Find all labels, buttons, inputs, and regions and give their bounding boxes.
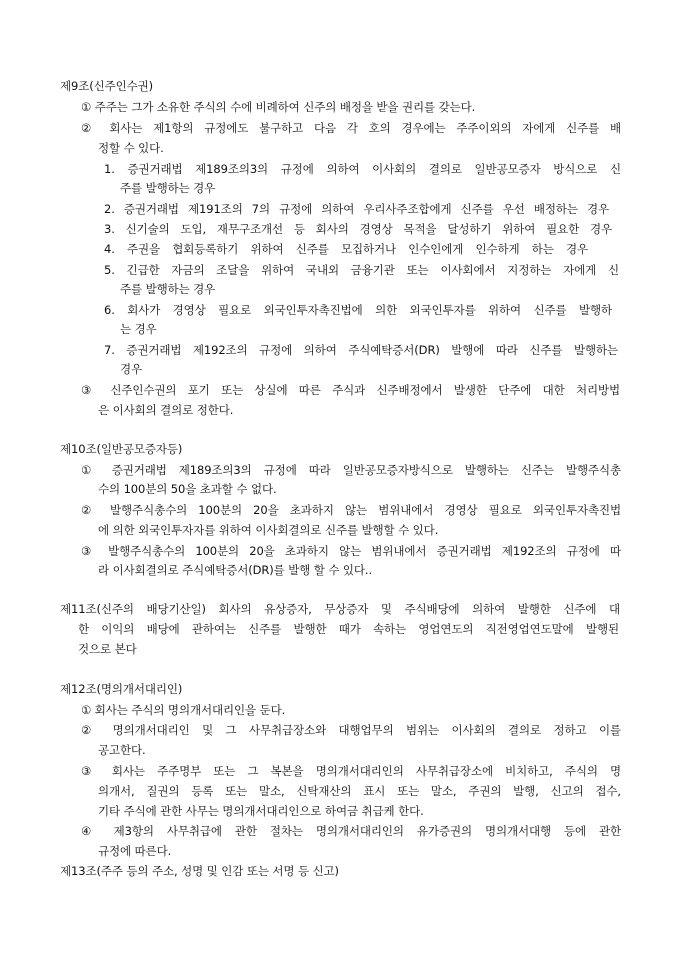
text-line: ① 증권거래법 제189조의3의 규정에 따라 일반공모증자방식으로 발행하는 신주는 발행주식총 (81, 463, 621, 477)
article-heading: 제13조(주주 등의 주소, 성명 및 인감 또는 서명 등 신고) (60, 864, 339, 878)
text-line: ① 주주는 그가 소유한 주식의 수에 비례하여 신주의 배정을 받을 권리를 갖는다. (81, 100, 476, 114)
text-line: 에 의한 외국인투자자를 위하여 이사회결의로 신주를 발행할 수 있다. (98, 523, 439, 537)
text-line: ① 회사는 주식의 명의개서대리인을 둔다. (81, 703, 286, 717)
text-line: ④ 제3항의 사무취급에 관한 절차는 명의개서대리인의 유가증권의 명의개서대행 등에 관한 (81, 824, 621, 838)
text-line: ③ 발행주식총수의 100분의 20을 초과하지 않는 범위내에서 증권거래법 제192조의 규정에 따 (81, 544, 621, 558)
text-line: 한 이익의 배당에 관하여는 신주를 발행한 때가 속하는 영업연도의 직전영업연도말에 발행된 (78, 622, 619, 636)
text-line: 기타 주식에 관한 사무는 명의개서대리인으로 하여금 취급케 한다. (98, 804, 424, 818)
article-heading: 제10조(일반공모증자등) (60, 442, 183, 456)
text-line: ② 회사는 제1항의 규정에도 불구하고 다음 각 호의 경우에는 주주이외의 자에게 신주를 배 (81, 121, 621, 135)
text-line: 주를 발행하는 경우 (120, 181, 216, 195)
text-line: 공고한다. (98, 743, 146, 757)
text-line: 6. 회사가 경영상 필요로 외국인투자촉진법에 의한 외국인투자를 위하여 신주를 발행하 (104, 303, 612, 317)
article-heading: 제9조(신주인수권) (60, 79, 154, 93)
text-line: 규정에 따른다. (98, 844, 172, 858)
text-line: 주를 발행하는 경우 (120, 282, 216, 296)
text-line: 4. 주권을 협회등록하기 위하여 신주를 모집하거나 인수인에게 인수하게 하는 경우 (104, 242, 588, 256)
text-line: 는 경우 (120, 322, 157, 336)
text-line: ② 발행주식총수의 100분의 20을 초과하지 않는 범위내에서 경영상 필요로 외국인투자촉진법 (81, 503, 621, 517)
article-heading: 제11조(신주의 배당기산일) 회사의 유상증자, 무상증자 및 주식배당에 의하여 발행한 신주에 대 (60, 602, 620, 616)
text-line: 경우 (120, 362, 143, 376)
text-line: 은 이사회의 결의로 정한다. (98, 403, 234, 417)
text-line: 수의 100분의 50을 초과할 수 없다. (98, 482, 277, 496)
text-line: 의개서, 질권의 등록 또는 말소, 신탁재산의 표시 또는 말소, 주권의 발행, 신고의 접수, (98, 784, 621, 798)
text-line: 5. 긴급한 자금의 조달을 위하여 국내외 금융기관 또는 이사회에서 지정하는 자에게 신 (104, 263, 619, 277)
article-heading: 제12조(명의개서대리인) (60, 682, 183, 696)
text-line: 것으로 본다 (78, 642, 137, 656)
text-line: ② 명의개서대리인 및 그 사무취급장소와 대행업무의 범위는 이사회의 결의로 정하고 이를 (81, 723, 621, 737)
text-line: ③ 신주인수권의 포기 또는 상실에 따른 주식과 신주배정에서 발생한 단주에 대한 처리방법 (81, 383, 620, 397)
text-line: 1. 증권거래법 제189조의3의 규정에 의하여 이사회의 결의로 일반공모증자 방식으로 신 (104, 162, 621, 176)
text-line: 7. 증권거래법 제192조의 규정에 의하여 주식예탁증서(DR) 발행에 따라 신주를 발행하는 (104, 343, 618, 357)
text-line: ③ 회사는 주주명부 또는 그 복본을 명의개서대리인의 사무취급장소에 비치하고, 주식의 명 (81, 764, 621, 778)
text-line: 라 이사회결의로 주식예탁증서(DR)를 발행 할 수 있다.. (98, 563, 373, 577)
text-line: 3. 신기술의 도입, 재무구조개선 등 회사의 경영상 목적을 달성하기 위하여 필요한 경우 (104, 222, 612, 236)
text-line: 정할 수 있다. (98, 141, 164, 155)
text-line: 2. 증권거래법 제191조의 7의 규정에 의하여 우리사주조합에게 신주를 우선 배정하는 경우 (104, 202, 609, 216)
